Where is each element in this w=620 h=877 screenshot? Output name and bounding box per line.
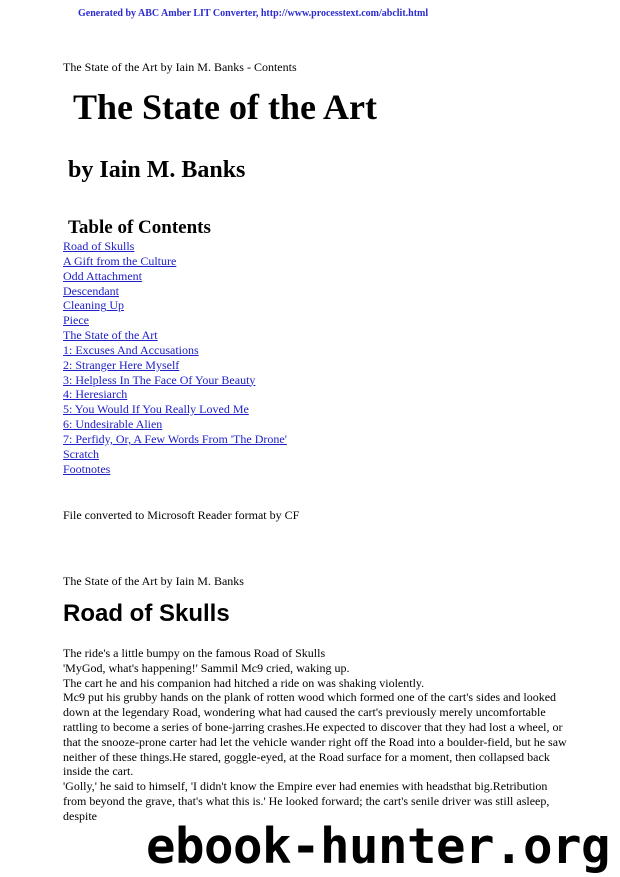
toc-link-a-gift-from-the-culture[interactable]: A Gift from the Culture [63,253,177,268]
toc-link-descendant[interactable]: Descendant [63,283,119,298]
toc-link-chapter-1[interactable]: 1: Excuses And Accusations [63,342,199,357]
toc-link-chapter-6[interactable]: 6: Undesirable Alien [63,417,163,432]
toc-item [63,313,287,328]
conversion-note: File converted to Microsoft Reader format by CF [63,508,300,522]
body-line: The cart he and his companion had hitched a ride on was shaking violently. [63,675,425,690]
toc-link-scratch[interactable]: Scratch [63,446,99,461]
book-title: The State of the Art [73,87,377,127]
toc-link-piece[interactable]: Piece [63,313,89,328]
toc-item [63,239,287,254]
toc-item [63,358,287,373]
chapter-title: Road of Skulls [63,600,230,627]
body-paragraph: Mc9 put his grubby hands on the plank of rotten wood which formed one of the cart's sides and looked down at the legendary Road, wondering what had caused the cart's previously merely uncomfortable rattling to become a series of bone-jarring crashes.He expected to discover that they had lost a wheel, or that the snooze-prone carter had let the vehicle wander right off the Road into a boulder-field, but he saw neither of these things.He stared, goggle-eyed, at the Road surface for a moment, then collapsed back inside the cart. [63,690,567,779]
toc-link-chapter-3[interactable]: 3: Helpless In The Face Of Your Beauty [63,372,256,387]
body-line: 'MyGod, what's happening!' Sammil Mc9 cried, waking up. [63,660,350,675]
generator-link[interactable]: Generated by ABC Amber LIT Converter, http://www.processtext.com/abclit.html [78,8,429,19]
toc-item [63,373,287,388]
toc-link-road-of-skulls[interactable]: Road of Skulls [63,239,135,253]
body-paragraph: 'Golly,' he said to himself, 'I didn't know the Empire ever had enemies with headsthat big.Retribution from beyond the grave, that's what this is.' He looked forward; the cart's senile driver was still asleep, despite [63,779,550,823]
chapter-body [63,646,573,824]
toc-item [63,284,287,299]
toc-item [63,417,287,432]
book-author: by Iain M. Banks [68,157,246,183]
toc-link-footnotes[interactable]: Footnotes [63,461,111,476]
toc-link-chapter-5[interactable]: 5: You Would If You Really Loved Me [63,402,249,417]
toc-link-cleaning-up[interactable]: Cleaning Up [63,298,124,313]
toc-item [63,387,287,402]
toc-item [63,447,287,462]
body-line: The ride's a little bumpy on the famous Road of Skulls [63,646,326,660]
running-head-book: The State of the Art by Iain M. Banks [63,574,244,588]
toc-list [63,239,287,477]
running-head-contents: The State of the Art by Iain M. Banks - Contents [63,60,297,74]
watermark: ebook-hunter.org [146,818,611,875]
toc-item [63,402,287,417]
toc-item [63,328,287,343]
toc-item [63,269,287,284]
toc-item [63,254,287,269]
toc-link-odd-attachment[interactable]: Odd Attachment [63,268,142,283]
toc-link-the-state-of-the-art[interactable]: The State of the Art [63,328,158,343]
toc-heading: Table of Contents [68,217,211,238]
toc-item [63,343,287,358]
toc-link-chapter-2[interactable]: 2: Stranger Here Myself [63,357,180,372]
toc-link-chapter-7[interactable]: 7: Perfidy, Or, A Few Words From 'The Drone' [63,431,287,446]
toc-link-chapter-4[interactable]: 4: Heresiarch [63,387,128,402]
toc-item [63,298,287,313]
toc-item [63,432,287,447]
toc-item [63,462,287,477]
